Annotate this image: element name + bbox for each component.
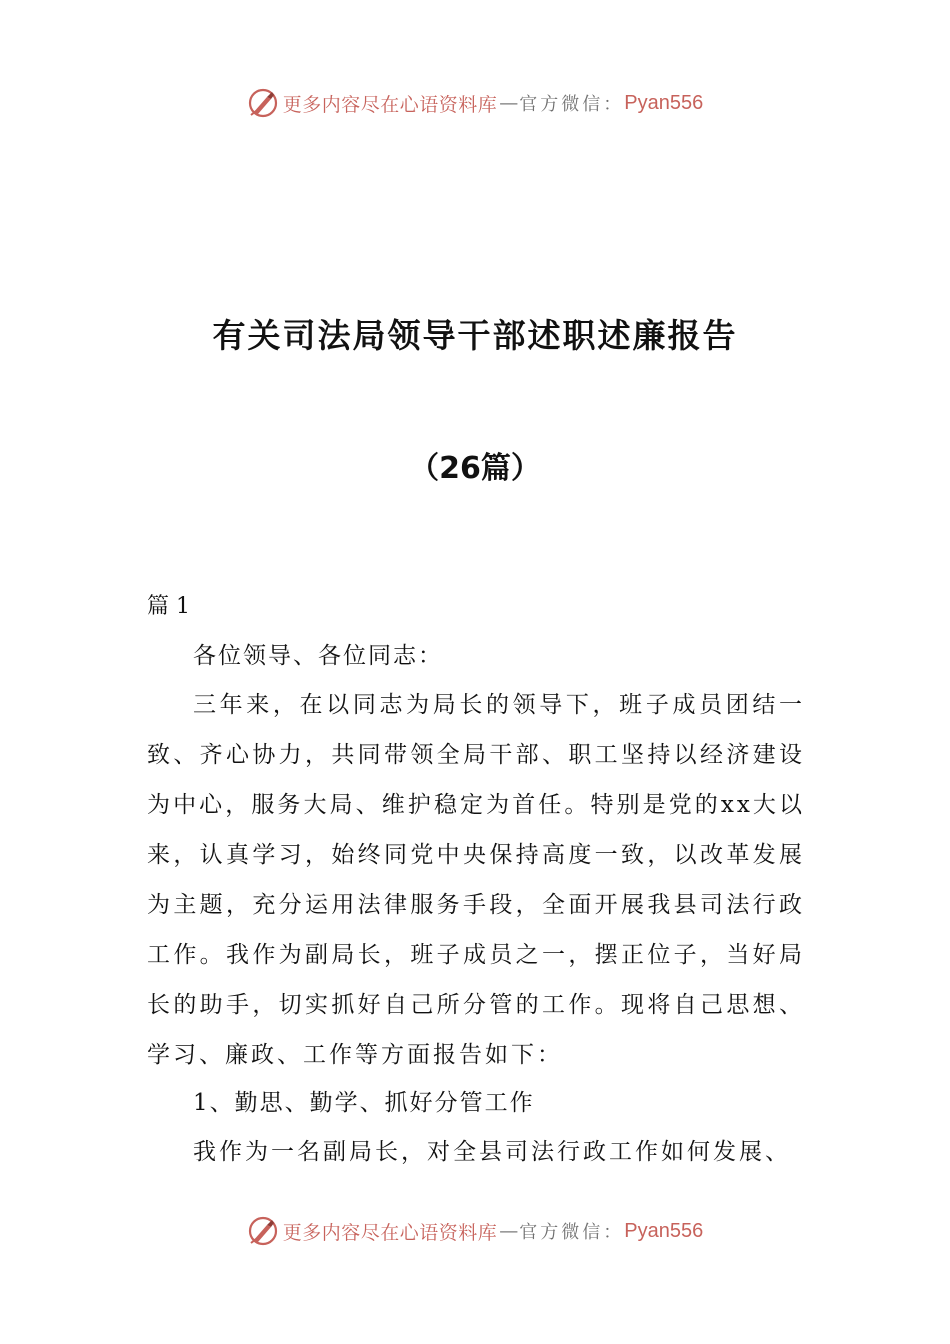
header-watermark — [0, 83, 950, 123]
footer-watermark — [0, 1211, 950, 1251]
pen-logo-icon — [247, 1215, 279, 1247]
document-subtitle: （26篇） — [409, 451, 541, 486]
watermark-separator: — — [499, 1220, 518, 1242]
greeting-block — [147, 631, 805, 681]
paragraph-2: 我作为一名副局长，对全县司法行政工作如何发展、 — [193, 1139, 791, 1165]
section-label: 篇 1 — [147, 594, 190, 619]
paragraph-1: 三年来，在以同志为局长的领导下，班子成员团结一致、齐心协力，共同带领全局干部、职工坚持以经济建设为中心，服务大局、维护稳定为首任。特别是党的xx大以来，认真学习，始终同党中央保持高度一致，以改革发展为主题，充分运用法律服务手段，全面开展我县司法行政工作。我作为副局长，班子成员之一，摆正位子，当好局长的助手，切实抓好自己所分管的工作。现将自己思想、学习、廉政、工作等方面报告如下： — [147, 692, 805, 1068]
greeting-text: 各位领导、各位同志： — [193, 643, 443, 669]
watermark-wechat-label: 官方微信： — [519, 1222, 625, 1243]
watermark-wechat-label: 官方微信： — [519, 94, 625, 115]
item-heading-1: 1、勤思、勤学、抓好分管工作 — [193, 1090, 535, 1116]
watermark-separator: — — [499, 92, 518, 114]
pen-logo-icon — [247, 87, 279, 119]
watermark-wechat-id: Pyan556 — [624, 1219, 704, 1242]
paragraph-block-1 — [147, 680, 805, 1080]
watermark-wechat-id: Pyan556 — [624, 91, 704, 114]
watermark-text: 更多内容尽在心语资料库 — [282, 1221, 498, 1244]
item-heading-block — [147, 1078, 805, 1128]
document-title: 有关司法局领导干部述职述廉报告 — [212, 316, 738, 355]
watermark-text: 更多内容尽在心语资料库 — [282, 93, 498, 116]
paragraph-block-2 — [147, 1127, 805, 1177]
